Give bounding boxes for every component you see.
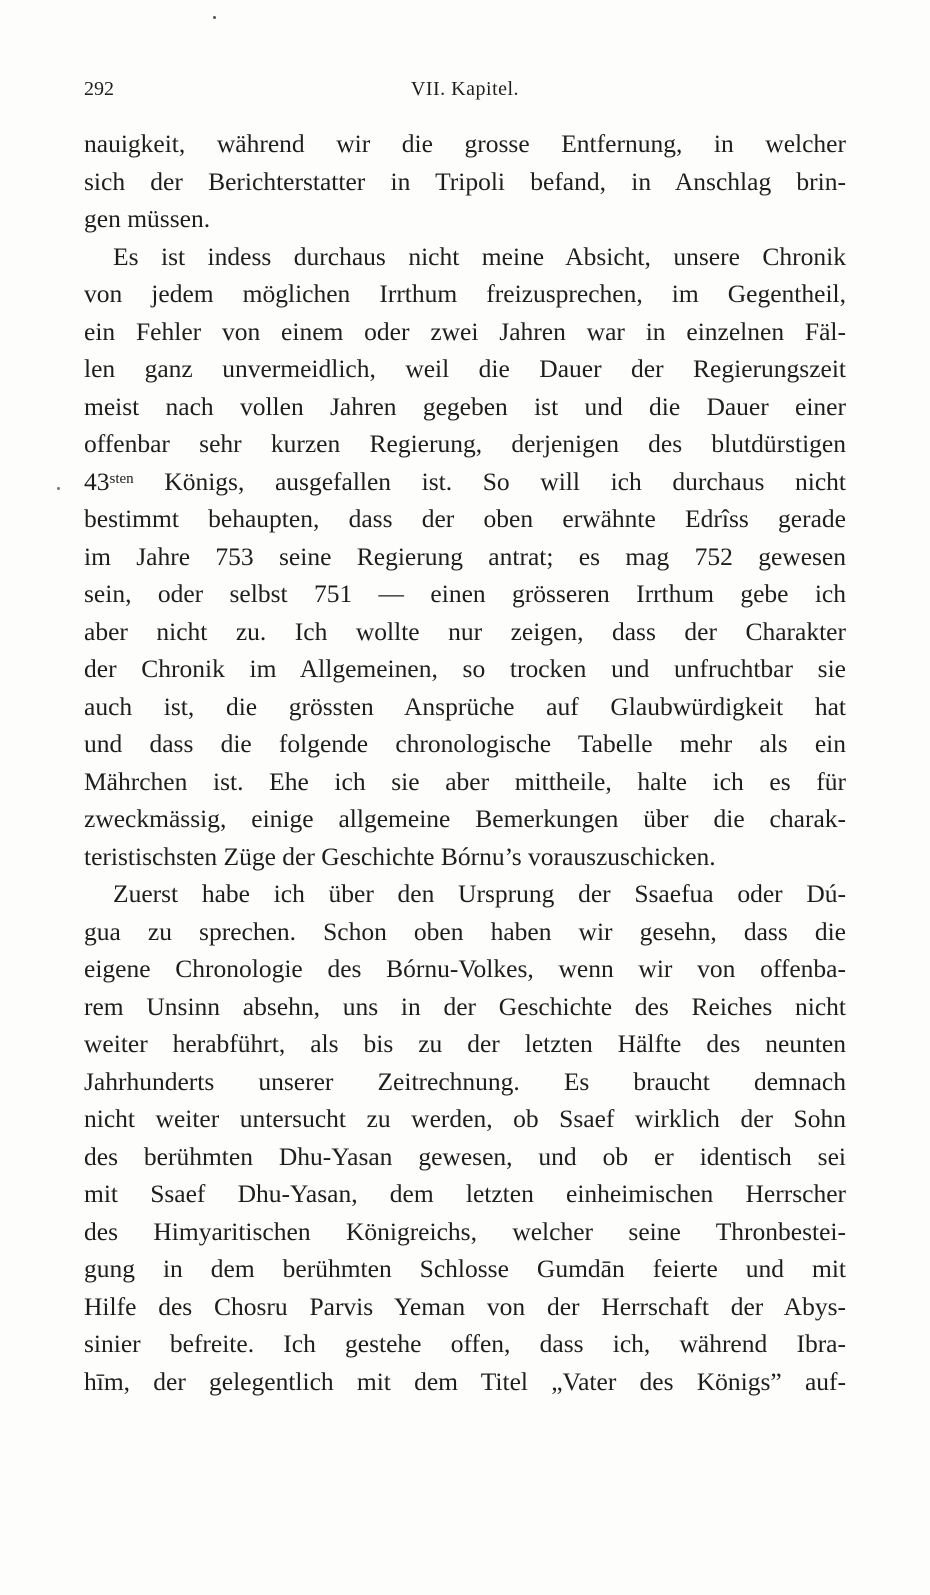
page-number: 292 bbox=[84, 78, 114, 100]
text-line: im Jahre 753 seine Regierung antrat; es mag 752 gewesen bbox=[84, 541, 846, 571]
line-rest: Königs, ausgefallen ist. So will ich durchaus nicht bbox=[133, 466, 846, 496]
text-line: weiter herabführt, als bis zu der letzten Hälfte des neunten bbox=[84, 1029, 846, 1058]
print-speck bbox=[213, 16, 216, 19]
text-line: hīm, der gelegentlich mit dem Titel „Vater des Königs” auf- bbox=[84, 1366, 846, 1396]
text-line: eigene Chronologie des Bórnu-Volkes, wenn wir von offenba- bbox=[84, 954, 846, 983]
print-speck bbox=[57, 487, 60, 490]
text-line: rem Unsinn absehn, uns in der Geschichte des Reiches nicht bbox=[84, 991, 846, 1021]
text-line: zweckmässig, einige allgemeine Bemerkungen über die charak- bbox=[84, 804, 846, 833]
text-line bbox=[84, 463, 846, 501]
text-line: gua zu sprechen. Schon oben haben wir gesehn, dass die bbox=[84, 916, 846, 946]
text-line: nicht weiter untersucht zu werden, ob Ssaef wirklich der Sohn bbox=[84, 1104, 846, 1133]
text-line: Jahrhunderts unserer Zeitrechnung. Es braucht demnach bbox=[84, 1066, 846, 1096]
text-line: mit Ssaef Dhu-Yasan, dem letzten einheimischen Herrscher bbox=[84, 1179, 846, 1208]
text-line: des berühmten Dhu-Yasan gewesen, und ob er identisch sei bbox=[84, 1141, 846, 1171]
text-line: des Himyaritischen Königreichs, welcher seine Thronbestei- bbox=[84, 1216, 846, 1246]
text-line: der Chronik im Allgemeinen, so trocken und unfruchtbar sie bbox=[84, 654, 846, 683]
ordinal-number: 43 bbox=[84, 466, 110, 496]
running-head bbox=[84, 76, 846, 102]
text-line: nauigkeit, während wir die grosse Entfernung, in welcher bbox=[84, 129, 846, 158]
text-line: sinier befreite. Ich gestehe offen, dass ich, während Ibra- bbox=[84, 1329, 846, 1358]
text-line: Es ist indess durchaus nicht meine Absicht, unsere Chronik bbox=[113, 241, 846, 271]
text-line: teristischsten Züge der Geschichte Bórnu’s vorauszuschicken. bbox=[84, 841, 716, 871]
text-line: gen müssen. bbox=[84, 204, 211, 233]
text-line: ein Fehler von einem oder zwei Jahren war in einzelnen Fäl- bbox=[84, 316, 846, 346]
text-line: offenbar sehr kurzen Regierung, derjenigen des blutdürstigen bbox=[84, 429, 846, 458]
text-line: Zuerst habe ich über den Ursprung der Ssaefua oder Dú- bbox=[113, 879, 846, 908]
text-line: bestimmt behaupten, dass der oben erwähnte Edrîss gerade bbox=[84, 504, 846, 533]
text-line: len ganz unvermeidlich, weil die Dauer der Regierungszeit bbox=[84, 354, 846, 383]
text-line: sein, oder selbst 751 — einen grösseren Irrthum gebe ich bbox=[84, 579, 846, 608]
text-line: sich der Berichterstatter in Tripoli befand, in Anschlag brin- bbox=[84, 166, 846, 196]
chapter-title: VII. Kapitel. bbox=[410, 78, 520, 100]
ordinal-suffix: sten bbox=[109, 470, 134, 487]
text-line: gung in dem berühmten Schlosse Gumdān feierte und mit bbox=[84, 1254, 846, 1283]
text-line: aber nicht zu. Ich wollte nur zeigen, dass der Charakter bbox=[84, 616, 846, 646]
text-line: von jedem möglichen Irrthum freizusprechen, im Gegentheil, bbox=[84, 279, 846, 308]
text-line: Hilfe des Chosru Parvis Yeman von der Herrschaft der Abys- bbox=[84, 1291, 846, 1321]
text-line: meist nach vollen Jahren gegeben ist und die Dauer einer bbox=[84, 391, 846, 421]
text-line: auch ist, die grössten Ansprüche auf Glaubwürdigkeit hat bbox=[84, 691, 846, 721]
body-text bbox=[84, 125, 846, 1400]
text-line: Mährchen ist. Ehe ich sie aber mittheile, halte ich es für bbox=[84, 766, 846, 796]
text-line: und dass die folgende chronologische Tabelle mehr als ein bbox=[84, 729, 846, 758]
